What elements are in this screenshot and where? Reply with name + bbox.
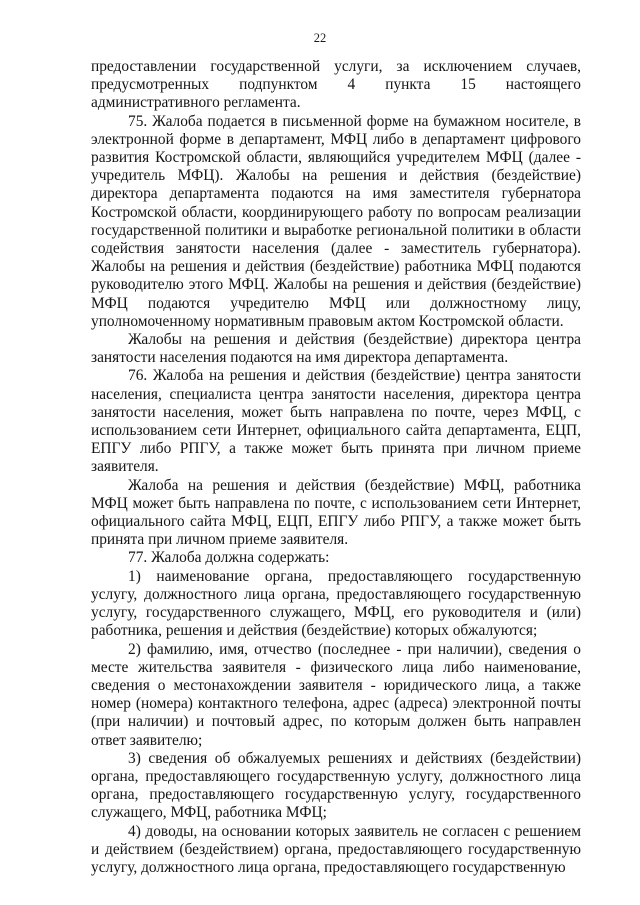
paragraph-77-item-2: 2) фамилию, имя, отчество (последнее - при наличии), сведения о месте жительства заявителя - физического лица либо наименование, сведения о местонахождении заявителя - юридического лица, а также номер (номера) контактного телефона, адрес (адреса) электронной почты (при наличии) и почтовый адрес, по которым должен быть направлен ответ заявителю; (91, 640, 581, 749)
paragraph-75: 75. Жалоба подается в письменной форме на бумажном носителе, в электронной форме в департамент, МФЦ либо в департамент цифрового развития Костромской области, являющийся учредителем МФЦ (далее - учредитель МФЦ). Жалобы на решения и действия (бездействие) директора департамента подаются на имя заместителя губернатора Костромской области, координирующего работу по вопросам реализации государственной политики и выработке региональной политики в области содействия занятости населения (далее - заместитель губернатора). Жалобы на решения и действия (бездействие) работника МФЦ подаются руководителю этого МФЦ. Жалобы на решения и действия (бездействие) МФЦ подаются учредителю МФЦ или должностному лицу, уполномоченному нормативным правовым актом Костромской области. (91, 112, 581, 330)
paragraph-77: 77. Жалоба должна содержать: (128, 549, 330, 567)
page-number: 22 (313, 31, 327, 45)
paragraph-76-mfc-complaints: Жалоба на решения и действия (бездействие) МФЦ, работника МФЦ может быть направлена по почте, с использованием сети Интернет, официального сайта МФЦ, ЕЦП, ЕПГУ либо РПГУ, а также может быть принята при личном приеме заявителя. (91, 476, 581, 549)
paragraph-continuation: предоставлении государственной услуги, за исключением случаев, предусмотренных подпунктом 4 пункта 15 настоящего административного регламента. (91, 58, 581, 112)
document-body (91, 58, 581, 877)
paragraph-77-item-3: 3) сведения об обжалуемых решениях и действиях (бездействии) органа, предоставляющего государственную услугу, должностного лица органа, предоставляющего государственную услугу, государственного служащего, МФЦ, работника МФЦ; (91, 749, 581, 822)
paragraph-77-item-1: 1) наименование органа, предоставляющего государственную услугу, должностного лица органа, предоставляющего государственную услугу, государственного служащего, МФЦ, его руководителя и (или) работника, решения и действия (бездействие) которых обжалуются; (91, 567, 581, 640)
paragraph-77-item-4: 4) доводы, на основании которых заявитель не согласен с решением и действием (бездействием) органа, предоставляющего государственную услугу, должностного лица органа, предоставляющего государственную (91, 822, 581, 876)
paragraph-76: 76. Жалоба на решения и действия (бездействие) центра занятости населения, специалиста центра занятости населения, директора центра занятости населения, может быть направлена по почте, через МФЦ, с использованием сети Интернет, официального сайта департамента, ЕЦП, ЕПГУ либо РПГУ, а также может быть принята при личном приеме заявителя. (91, 367, 581, 476)
paragraph-75-director-complaints: Жалобы на решения и действия (бездействие) директора центра занятости населения подаются на имя директора департамента. (91, 331, 581, 367)
